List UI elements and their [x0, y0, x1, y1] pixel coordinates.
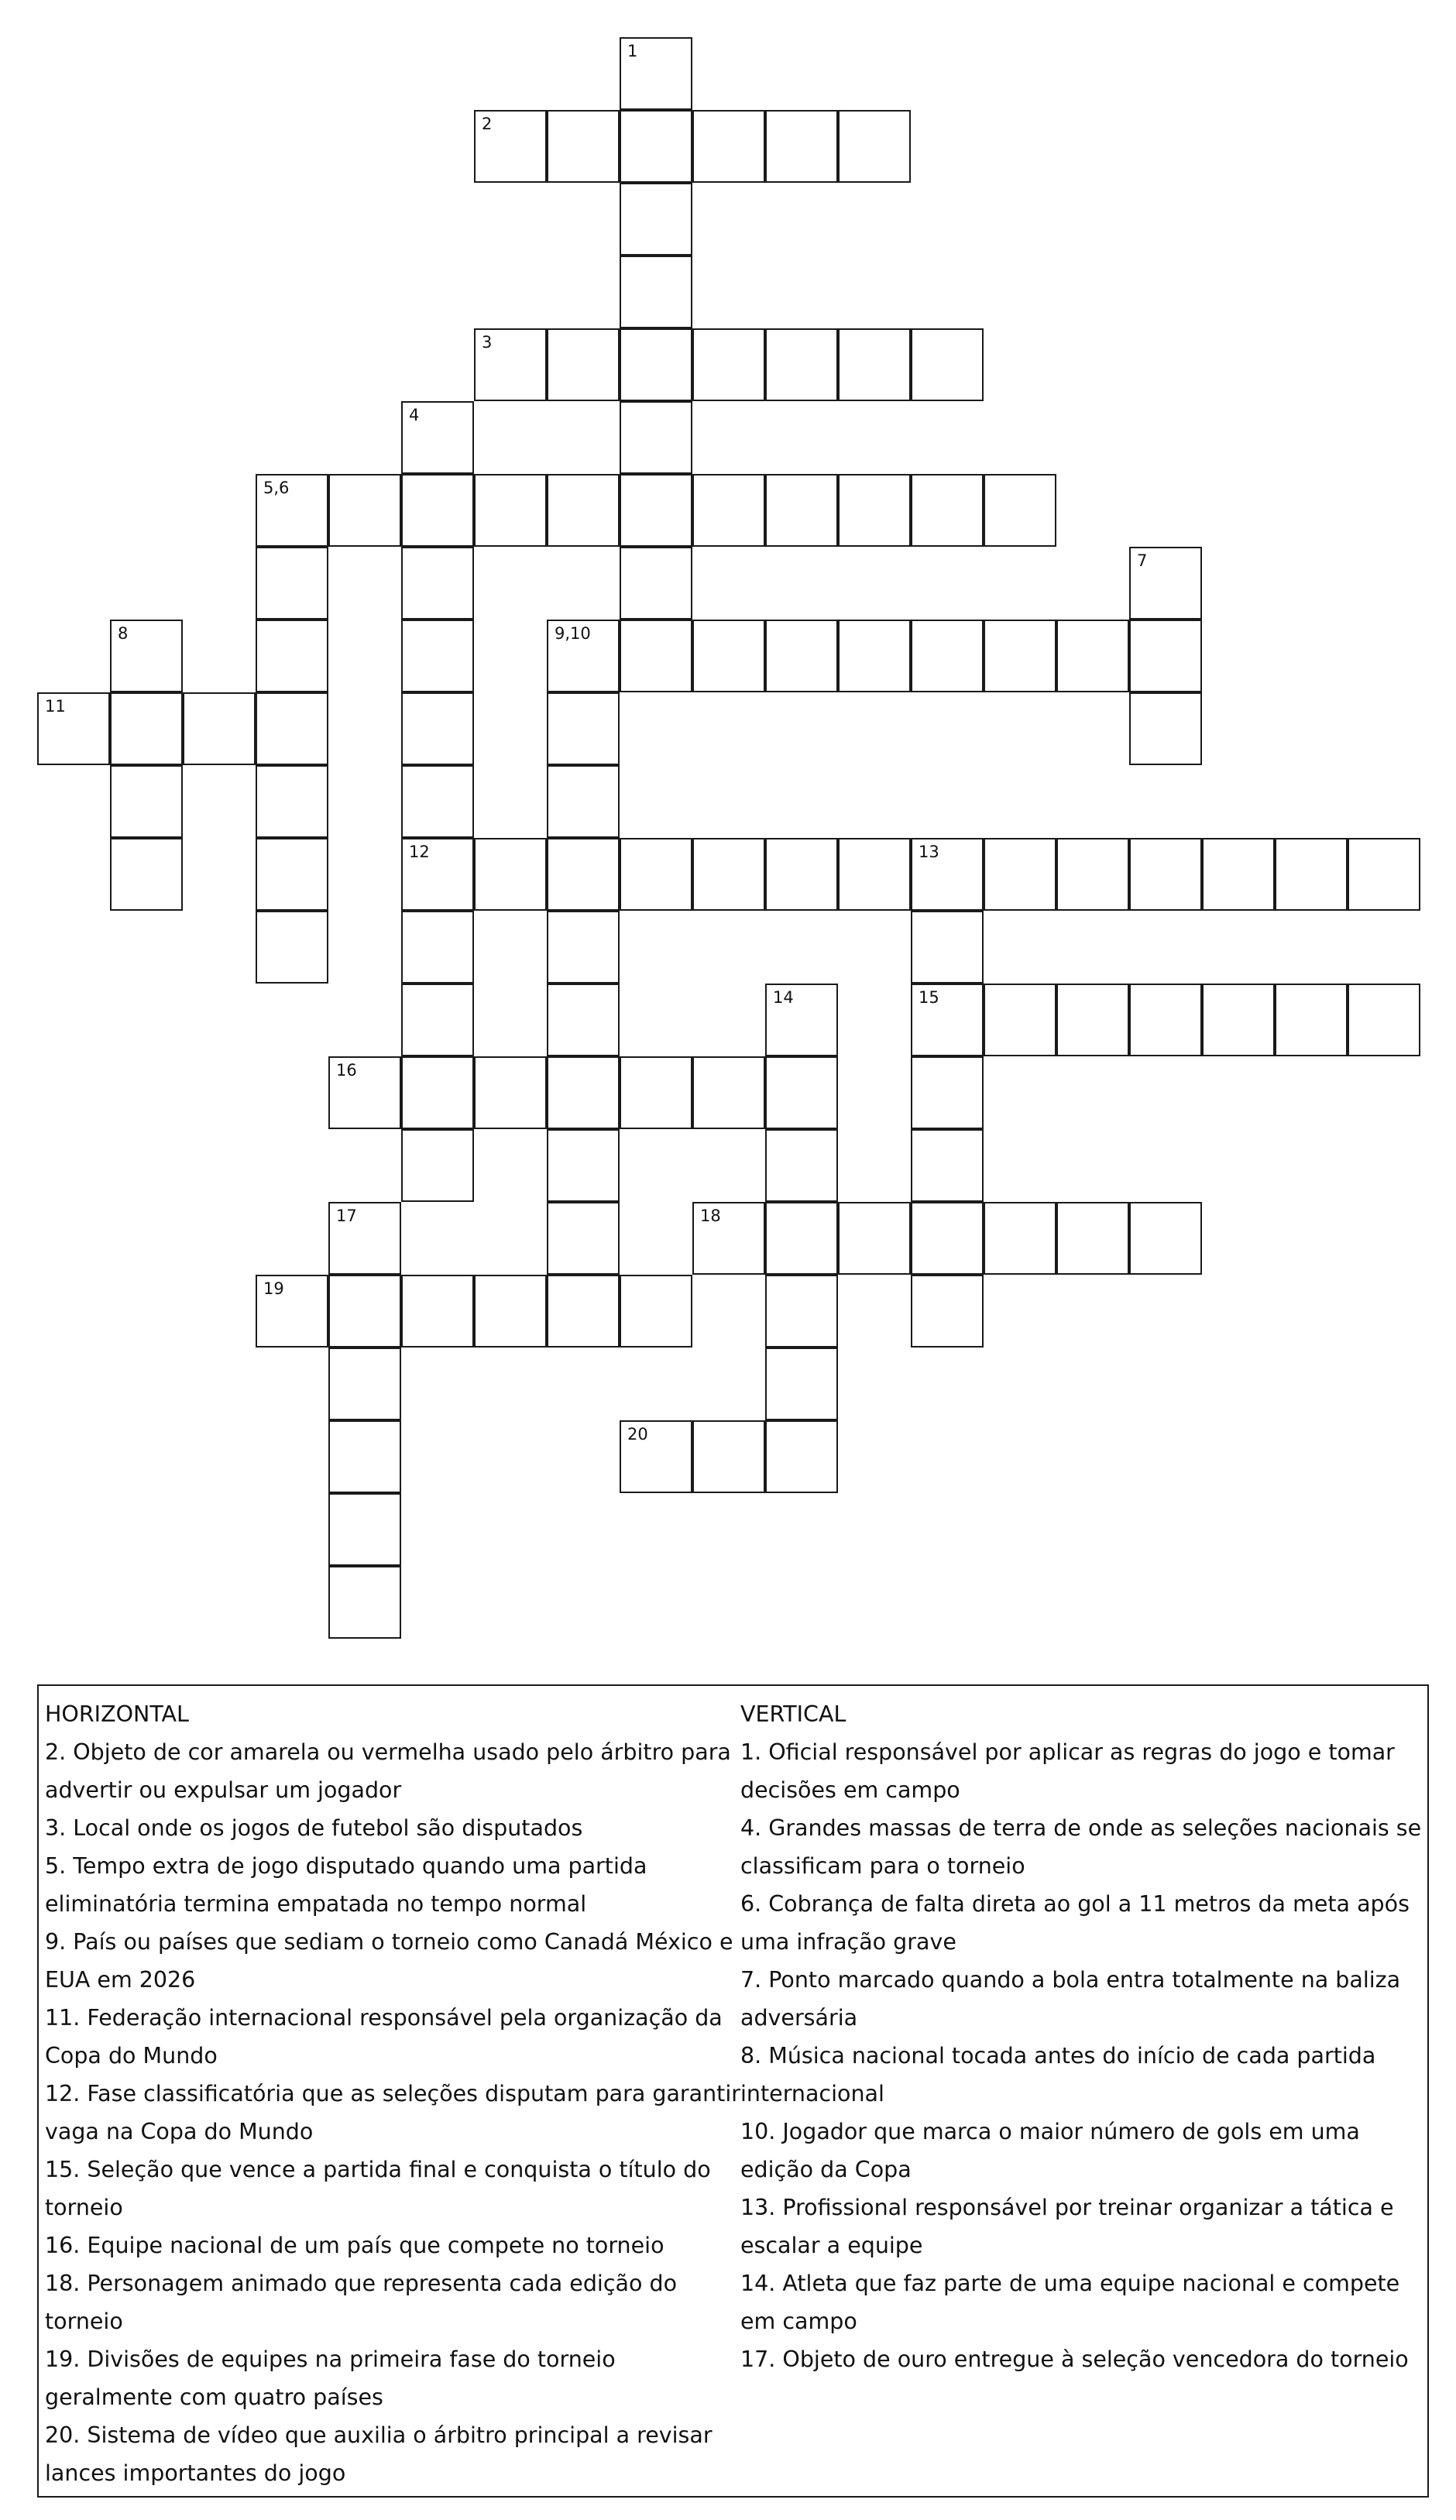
- grid-cell[interactable]: [692, 1202, 765, 1275]
- grid-cell[interactable]: [1129, 547, 1202, 620]
- grid-cell[interactable]: [692, 474, 765, 547]
- grid-cell[interactable]: [547, 110, 620, 183]
- grid-cell[interactable]: [1056, 838, 1129, 911]
- clue-v-17: 17. Objeto de ouro entregue à seleção vencedora do torneio: [740, 2347, 1409, 2372]
- grid-cell[interactable]: [1202, 838, 1275, 911]
- grid-cell[interactable]: [911, 1275, 984, 1348]
- grid-cell[interactable]: [1056, 984, 1129, 1056]
- grid-cell[interactable]: [547, 620, 620, 692]
- grid-cell[interactable]: [401, 838, 474, 911]
- grid-cell[interactable]: [1129, 984, 1202, 1056]
- grid-cell[interactable]: [1056, 1202, 1129, 1275]
- grid-cell[interactable]: [765, 1202, 838, 1275]
- clue-v-6: 6. Cobrança de falta direta ao gol a 11 metros da meta após uma infração grave: [740, 1891, 1410, 1955]
- clue-number: 13: [919, 843, 939, 861]
- grid-cell[interactable]: [838, 474, 911, 547]
- clue-number: 4: [409, 406, 420, 424]
- grid-cell[interactable]: [547, 1129, 620, 1202]
- clue-v-14: 14. Atleta que faz parte de uma equipe nacional e compete em campo: [740, 2271, 1400, 2334]
- grid-cell[interactable]: [911, 911, 984, 984]
- grid-cell[interactable]: [1275, 838, 1348, 911]
- grid-cell[interactable]: [328, 1056, 401, 1129]
- grid-cell[interactable]: [401, 984, 474, 1056]
- grid-cell[interactable]: [547, 765, 620, 838]
- clue-h-18: 18. Personagem animado que representa cada edição do torneio: [45, 2271, 678, 2334]
- clue-number: 18: [700, 1207, 721, 1225]
- grid-cell[interactable]: [401, 1275, 474, 1348]
- grid-cell[interactable]: [328, 1566, 401, 1639]
- grid-cell[interactable]: [183, 692, 256, 765]
- clue-v-13: 13. Profissional responsável por treinar organizar a tática e escalar a equipe: [740, 2195, 1394, 2258]
- grid-cell[interactable]: [110, 838, 183, 911]
- grid-cell[interactable]: [547, 692, 620, 765]
- grid-cell[interactable]: [1348, 984, 1420, 1056]
- grid-cell[interactable]: [692, 1056, 765, 1129]
- clue-h-5: 5. Tempo extra de jogo disputado quando uma partida eliminatória termina empatada no tempo normal: [45, 1853, 647, 1917]
- grid-cell[interactable]: [547, 1275, 620, 1348]
- grid-cell[interactable]: [911, 984, 984, 1056]
- clue-number: 20: [627, 1425, 648, 1444]
- grid-cell[interactable]: [474, 1056, 547, 1129]
- grid-cell[interactable]: [256, 620, 328, 692]
- clue-h-15: 15. Seleção que vence a partida final e conquista o título do torneio: [45, 2157, 711, 2220]
- grid-cell[interactable]: [765, 1275, 838, 1348]
- clue-number: 3: [482, 333, 493, 352]
- grid-cell[interactable]: [547, 911, 620, 984]
- grid-cell[interactable]: [620, 620, 692, 692]
- grid-cell[interactable]: [692, 110, 765, 183]
- grid-cell[interactable]: [838, 1202, 911, 1275]
- grid-cell[interactable]: [256, 765, 328, 838]
- clue-number: 16: [336, 1061, 357, 1080]
- grid-cell[interactable]: [620, 1275, 692, 1348]
- grid-cell[interactable]: [1348, 838, 1420, 911]
- grid-cell[interactable]: [765, 1420, 838, 1493]
- grid-cell[interactable]: [765, 984, 838, 1056]
- grid-cell[interactable]: [620, 328, 692, 401]
- grid-cell[interactable]: [474, 838, 547, 911]
- clue-v-8: 8. Música nacional tocada antes do início de cada partida internacional: [740, 2043, 1376, 2106]
- grid-cell[interactable]: [911, 1056, 984, 1129]
- clue-h-3: 3. Local onde os jogos de futebol são disputados: [45, 1815, 583, 1841]
- grid-cell[interactable]: [765, 620, 838, 692]
- clue-h-2: 2. Objeto de cor amarela ou vermelha usado pelo árbitro para advertir ou expulsar um jogador: [45, 1739, 731, 1803]
- horizontal-heading: HORIZONTAL: [45, 1701, 189, 1727]
- grid-cell[interactable]: [328, 1348, 401, 1420]
- grid-cell[interactable]: [984, 984, 1056, 1056]
- grid-cell[interactable]: [620, 474, 692, 547]
- grid-cell[interactable]: [474, 474, 547, 547]
- clue-number: 15: [919, 988, 939, 1007]
- grid-cell[interactable]: [547, 328, 620, 401]
- grid-cell[interactable]: [401, 547, 474, 620]
- clue-h-12: 12. Fase classificatória que as seleções disputam para garantir vaga na Copa do Mundo: [45, 2081, 740, 2144]
- clue-number: 9,10: [555, 624, 591, 643]
- horizontal-clues: [45, 1695, 742, 2492]
- grid-cell[interactable]: [547, 1202, 620, 1275]
- grid-cell[interactable]: [547, 1056, 620, 1129]
- grid-cell[interactable]: [984, 474, 1056, 547]
- clue-v-1: 1. Oficial responsável por aplicar as regras do jogo e tomar decisões em campo: [740, 1739, 1395, 1803]
- clue-number: 8: [118, 624, 129, 643]
- grid-cell[interactable]: [911, 328, 984, 401]
- grid-cell[interactable]: [547, 474, 620, 547]
- grid-cell[interactable]: [1275, 984, 1348, 1056]
- grid-cell[interactable]: [110, 620, 183, 692]
- grid-cell[interactable]: [1129, 692, 1202, 765]
- grid-cell[interactable]: [620, 1420, 692, 1493]
- vertical-clues: [740, 1695, 1426, 2378]
- grid-cell[interactable]: [474, 328, 547, 401]
- clue-number: 12: [409, 843, 430, 861]
- grid-cell[interactable]: [620, 838, 692, 911]
- grid-cell[interactable]: [838, 620, 911, 692]
- grid-cell[interactable]: [474, 110, 547, 183]
- grid-cell[interactable]: [328, 1493, 401, 1566]
- clue-number: 14: [773, 988, 794, 1007]
- grid-cell[interactable]: [110, 692, 183, 765]
- grid-cell[interactable]: [328, 1420, 401, 1493]
- grid-cell[interactable]: [1129, 838, 1202, 911]
- grid-cell[interactable]: [911, 474, 984, 547]
- grid-cell[interactable]: [328, 1202, 401, 1275]
- grid-cell[interactable]: [1129, 620, 1202, 692]
- grid-cell[interactable]: [911, 1202, 984, 1275]
- grid-cell[interactable]: [620, 401, 692, 474]
- grid-cell[interactable]: [984, 1202, 1056, 1275]
- grid-cell[interactable]: [838, 838, 911, 911]
- grid-cell[interactable]: [620, 183, 692, 256]
- clue-h-9: 9. País ou países que sediam o torneio como Canadá México e EUA em 2026: [45, 1929, 733, 1993]
- grid-cell[interactable]: [620, 37, 692, 110]
- grid-cell[interactable]: [692, 1420, 765, 1493]
- clue-h-19: 19. Divisões de equipes na primeira fase do torneio geralmente com quatro países: [45, 2347, 616, 2410]
- clue-number: 11: [45, 697, 66, 716]
- grid-cell[interactable]: [765, 838, 838, 911]
- grid-cell[interactable]: [765, 1348, 838, 1420]
- grid-cell[interactable]: [37, 692, 110, 765]
- grid-cell[interactable]: [1129, 1202, 1202, 1275]
- clue-h-16: 16. Equipe nacional de um país que compete no torneio: [45, 2233, 664, 2258]
- grid-cell[interactable]: [911, 620, 984, 692]
- clue-number: 1: [627, 42, 638, 60]
- grid-cell[interactable]: [401, 692, 474, 765]
- grid-cell[interactable]: [620, 1056, 692, 1129]
- grid-cell[interactable]: [1056, 620, 1129, 692]
- clue-number: 5,6: [263, 479, 290, 497]
- grid-cell[interactable]: [401, 765, 474, 838]
- grid-cell[interactable]: [256, 838, 328, 911]
- grid-cell[interactable]: [765, 1056, 838, 1129]
- grid-cell[interactable]: [401, 1129, 474, 1202]
- grid-cell[interactable]: [692, 620, 765, 692]
- grid-cell[interactable]: [401, 474, 474, 547]
- grid-cell[interactable]: [911, 838, 984, 911]
- grid-cell[interactable]: [256, 692, 328, 765]
- clue-h-11: 11. Federação internacional responsável pela organização da Copa do Mundo: [45, 2005, 723, 2069]
- clue-number: 7: [1137, 551, 1148, 570]
- vertical-heading: VERTICAL: [740, 1701, 846, 1727]
- grid-cell[interactable]: [984, 620, 1056, 692]
- clue-number: 19: [263, 1279, 284, 1298]
- grid-cell[interactable]: [838, 110, 911, 183]
- clue-number: 2: [482, 115, 493, 133]
- clue-v-4: 4. Grandes massas de terra de onde as seleções nacionais se classificam para o torneio: [740, 1815, 1422, 1879]
- grid-cell[interactable]: [328, 1275, 401, 1348]
- grid-cell[interactable]: [547, 984, 620, 1056]
- grid-cell[interactable]: [765, 110, 838, 183]
- grid-cell[interactable]: [110, 765, 183, 838]
- grid-cell[interactable]: [765, 328, 838, 401]
- grid-cell[interactable]: [256, 547, 328, 620]
- grid-cell[interactable]: [401, 911, 474, 984]
- grid-cell[interactable]: [256, 474, 328, 547]
- grid-cell[interactable]: [256, 911, 328, 984]
- grid-cell[interactable]: [620, 110, 692, 183]
- clue-v-10: 10. Jogador que marca o maior número de gols em uma edição da Copa: [740, 2119, 1360, 2182]
- grid-cell[interactable]: [692, 328, 765, 401]
- grid-cell[interactable]: [620, 547, 692, 620]
- clue-v-7: 7. Ponto marcado quando a bola entra totalmente na baliza adversária: [740, 1967, 1401, 2031]
- grid-cell[interactable]: [328, 474, 401, 547]
- grid-cell[interactable]: [474, 1275, 547, 1348]
- grid-cell[interactable]: [256, 1275, 328, 1348]
- grid-cell[interactable]: [401, 1056, 474, 1129]
- grid-cell[interactable]: [838, 328, 911, 401]
- grid-cell[interactable]: [911, 1129, 984, 1202]
- clues-box: [37, 1684, 1429, 2498]
- grid-cell[interactable]: [401, 401, 474, 474]
- grid-cell[interactable]: [765, 1129, 838, 1202]
- clue-h-20: 20. Sistema de vídeo que auxilia o árbitro principal a revisar lances importantes do jogo: [45, 2422, 713, 2486]
- grid-cell[interactable]: [620, 256, 692, 328]
- grid-cell[interactable]: [692, 838, 765, 911]
- grid-cell[interactable]: [765, 474, 838, 547]
- grid-cell[interactable]: [547, 838, 620, 911]
- grid-cell[interactable]: [1202, 984, 1275, 1056]
- grid-cell[interactable]: [401, 620, 474, 692]
- clue-number: 17: [336, 1207, 357, 1225]
- grid-cell[interactable]: [984, 838, 1056, 911]
